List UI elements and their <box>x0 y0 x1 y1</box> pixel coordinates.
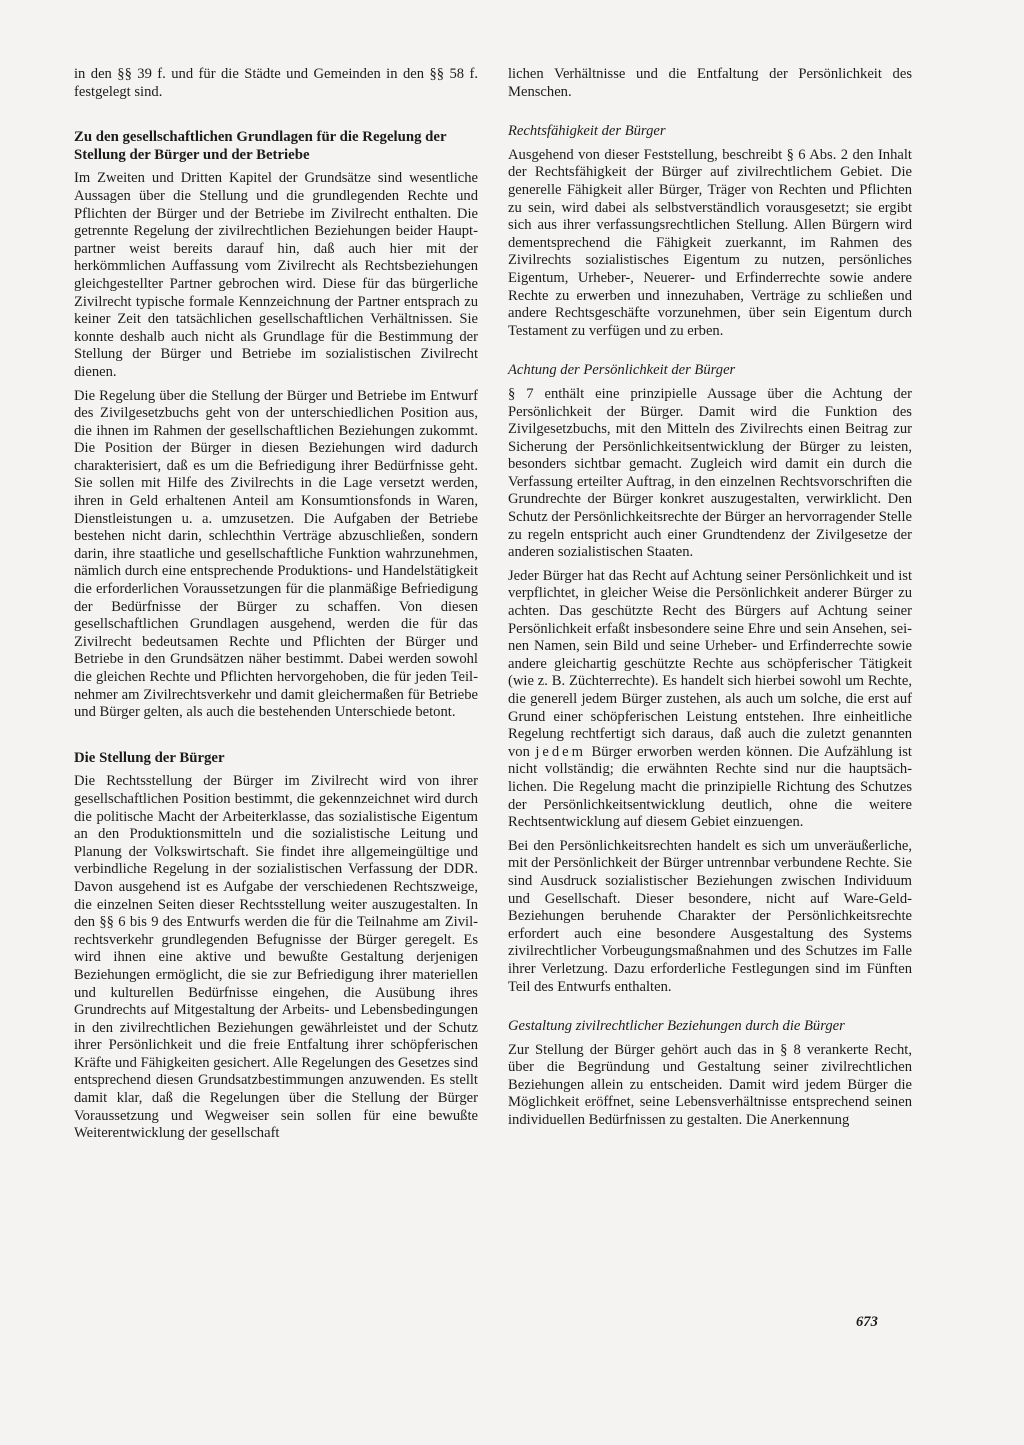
right-column <box>508 66 912 1136</box>
subsection-heading: Gestaltung zivilrechtlicher Beziehungen durch die Bürger <box>508 1018 845 1035</box>
paragraph: lichen Verhältnisse und die Entfaltung der Persönlichkeit des Menschen. <box>508 66 912 100</box>
subsection-heading: Rechtsfähigkeit der Bürger <box>508 123 666 140</box>
subsection-heading: Achtung der Persönlichkeit der Bürger <box>508 362 736 379</box>
paragraph: Ausgehend von dieser Feststellung, beschreibt § 6 Abs. 2 den Inhalt der Rechtsfähigkeit der Bürger auf zivilrechtlichem Gebiet. Die generelle Fähigkeit aller Bürger, Träger von Rechten und Pflichten zu sein, wird dabei als selbstverständlich vorausgesetzt; sie ergibt sich aus ihrer verfassungsrechtlichen Stellung. Allen Bürgern wird dementsprechend die Fähigkeit zuerkannt, im Rahmen des Zivilrechts sozialistisches Eigentum zu nutzen, persönliches Eigentum, Urheber-, Neuerer- und Erfinderrechte sowie andere Rechte zu erwerben und innezuhaben, Verträge zu schließen und andere Rechtsgeschäfte vorzunehmen, über sein Eigentum durch Testament zu verfügen und zu erben. <box>508 146 912 339</box>
page-number: 673 <box>856 1314 878 1330</box>
emphasized-word: jedem <box>535 743 587 760</box>
paragraph: Im Zweiten und Dritten Kapitel der Grundsätze sind wesentliche Aussagen über die Stellung und die grundlegenden Rechte und Pflichten der Bürger und der Betriebe im Zivilrecht enthalten. Die getrennte Regelung der zivilrechtlichen Beziehungen beider Hauptpartner weist bereits darauf hin, daß auch hier mit der herkömmlichen Auffassung vom Zivilrecht als Rechtsbeziehungen gleichgestellter Partner gebrochen wird. Diese für das bürgerliche Zivilrecht typische formale Kennzeichnung der Partner entsprach zu keiner Zeit den tatsächlichen gesellschaftlichen Verhältnissen. Sie konnte deshalb auch nicht als Grundlage für die Bestimmung der Stellung der Bürger und Betriebe im sozialistischen Zivilrecht dienen. <box>74 170 478 380</box>
section-heading: Die Stellung der Bürger <box>74 749 225 766</box>
paragraph: in den §§ 39 f. und für die Städte und Gemeinden in den §§ 58 f. festgelegt sind. <box>74 66 478 100</box>
section-heading: Zu den gesellschaftlichen Grundlagen für die Regelung der Stellung der Bürger und der Betriebe <box>74 129 447 163</box>
paragraph: Zur Stellung der Bürger gehört auch das in § 8 verankerte Recht, über die Begründung und Gestaltung seiner zivilrechtlichen Beziehungen allein zu entscheiden. Damit wird jedem Bürger die Möglichkeit eröffnet, seine Lebensverhältnisse entsprechend seinen individuellen Bedürfnissen zu gestalten. Die Anerkennung <box>508 1041 912 1129</box>
paragraph <box>508 568 912 832</box>
paragraph-text: Bürger erworben werden können. Die Aufzählung ist nicht vollständig; die erwähnten Rechte sind nur die hauptsächlichen. Die Regelung macht die prinzipielle Richtung des Schutzes der Persönlichkeitsentwicklung deutlich, ohne die weitere Rechtsentwicklung auf diesem Gebiet einzuengen. <box>508 743 912 831</box>
paragraph: Bei den Persönlichkeitsrechten handelt es sich um unveräußerliche, mit der Persönlichkeit der Bürger untrennbar verbundene Rechte. Sie sind Ausdruck sozialistischer Beziehungen zwischen Individuum und Gesellschaft. Dieser besondere, nicht auf Ware-Geld-Beziehungen beruhende Charakter der Persönlichkeitsrechte erfordert auch eine besondere Ausgestaltung des Systems zivilrechtlicher Vorbeugungsmaßnahmen und des Schutzes im Falle ihrer Verletzung. Dazu erforderliche Festlegungen sind im Fünften Teil des Entwurfs enthalten. <box>508 837 912 995</box>
paragraph-text: Jeder Bürger hat das Recht auf Achtung seiner Persönlichkeit und ist verpflichtet, in gleicher Weise die Persönlichkeit anderer Bürger zu achten. Das geschützte Recht des Bürgers auf Achtung seiner Persönlichkeit erfaßt insbesondere seine Ehre und sein Ansehen, seinen Namen, sein Bild und seine Urheber- und Erfinderrechte sowie andere gleichartig geschützte Rechte aus schöpferischer Tätigkeit (wie z. B. Züchterrechte). Es handelt sich hierbei sowohl um Rechte, die generell jedem Bürger zustehen, als auch um solche, die erst auf Grund einer schöpferischen Leistung entstehen. Ihre einheitliche Regelung rechtfertigt sich daraus, daß auch die zuletzt genannten von <box>508 567 912 760</box>
left-column <box>74 66 478 1149</box>
paragraph: Die Rechtsstellung der Bürger im Zivilrecht wird von ihrer gesellschaftlichen Position bestimmt, die gekennzeichnet wird durch die politische Macht der Arbeiterklasse, das sozialistische Eigentum an den Produktionsmitteln und die sozialistische Leitung und Planung der Volkswirtschaft. Sie findet ihre allgemeingültige und verbindliche Regelung in der sozialistischen Verfassung der DDR. Davon ausgehend ist es Aufgabe der verschiedenen Rechtszweige, die einzelnen Seiten dieser Rechtsstellung weiter auszugestalten. In den §§ 6 bis 9 des Entwurfs werden die für die Teilnahme am Zivilrechtsverkehr grundlegenden Befugnisse der Bürger geregelt. Es wird ihnen eine aktive und bewußte Gestaltung derjenigen Beziehungen ermöglicht, die sie zur Befriedigung ihrer materiellen und kulturellen Bedürfnisse eingehen, die Ausübung ihres Grundrechts auf Mitgestaltung der Arbeits- und Lebensbedingungen in den zivilrechtlichen Beziehungen gewährleistet und der Schutz ihrer Persönlichkeit und die freie Entfaltung ihrer schöpferischen Kräfte und Fähigkeiten gesichert. Alle Regelungen des Gesetzes sind entsprechend diesen Grundsatzbestimmungen anzuwenden. Es stellt damit klar, daß die Regelungen über die Stellung der Bürger Voraussetzung und Wegweiser sein sollen für eine bewußte Weiterentwicklung der gesellschaft <box>74 773 478 1142</box>
paragraph: § 7 enthält eine prinzipielle Aussage über die Achtung der Persönlichkeit der Bürger. Damit wird die Funktion des Zivilgesetzbuchs, mit den Mitteln des Zivilrechts einen Beitrag zur Sicherung der Persönlichkeitsentwicklung der Bürger zu leisten, besonders sichtbar gemacht. Zugleich wird damit ein durch die Verfassung erteilter Auftrag, in den einzelnen Rechtsvorschriften die Grundrechte der Bürger konkret auszugestalten, verwirklicht. Den Schutz der Persönlichkeitsrechte der Bürger an hervorragender Stelle zu regeln entspricht auch einer Grundtendenz der Zivilgesetze der anderen sozialistischen Staaten. <box>508 385 912 561</box>
paragraph: Die Regelung über die Stellung der Bürger und Betriebe im Entwurf des Zivilgesetzbuchs geht von der unterschiedlichen Position aus, die ihnen im Rahmen der gesellschaftlichen Beziehungen zukommt. Die Position der Bürger in diesen Beziehungen wird dadurch charakterisiert, daß es um die Befriedigung ihrer Bedürfnisse geht. Sie sollen mit Hilfe des Zivilrechts in die Lage versetzt werden, ihren in Geld erhaltenen Anteil am Konsumtionsfonds in Waren, Dienstleistungen u. a. umzusetzen. Die Aufgaben der Betriebe bestehen nicht darin, schlechthin Verträge abzuschließen, sondern darin, ihre staatliche und gesellschaftliche Funktion wahrzunehmen, nämlich durch eine entsprechende Produktions- und Handelstätigkeit die erforderlichen Voraussetzungen für die planmäßige Befriedigung der Bedürfnisse der Bürger zu schaffen. Von diesen gesellschaftlichen Grundlagen ausgehend, werden die für das Zivilrecht bedeutsamen Rechte und Pflichten der Bürger und Betriebe in den Grundsätzen näher bestimmt. Dabei werden sowohl die gleichen Rechte und Pflichten hervorgehoben, die für jeden Teilnehmer am Zivilrechtsverkehr und damit gleichermaßen für Betriebe und Bürger gelten, als auch die bestehenden Unterschiede betont. <box>74 387 478 721</box>
